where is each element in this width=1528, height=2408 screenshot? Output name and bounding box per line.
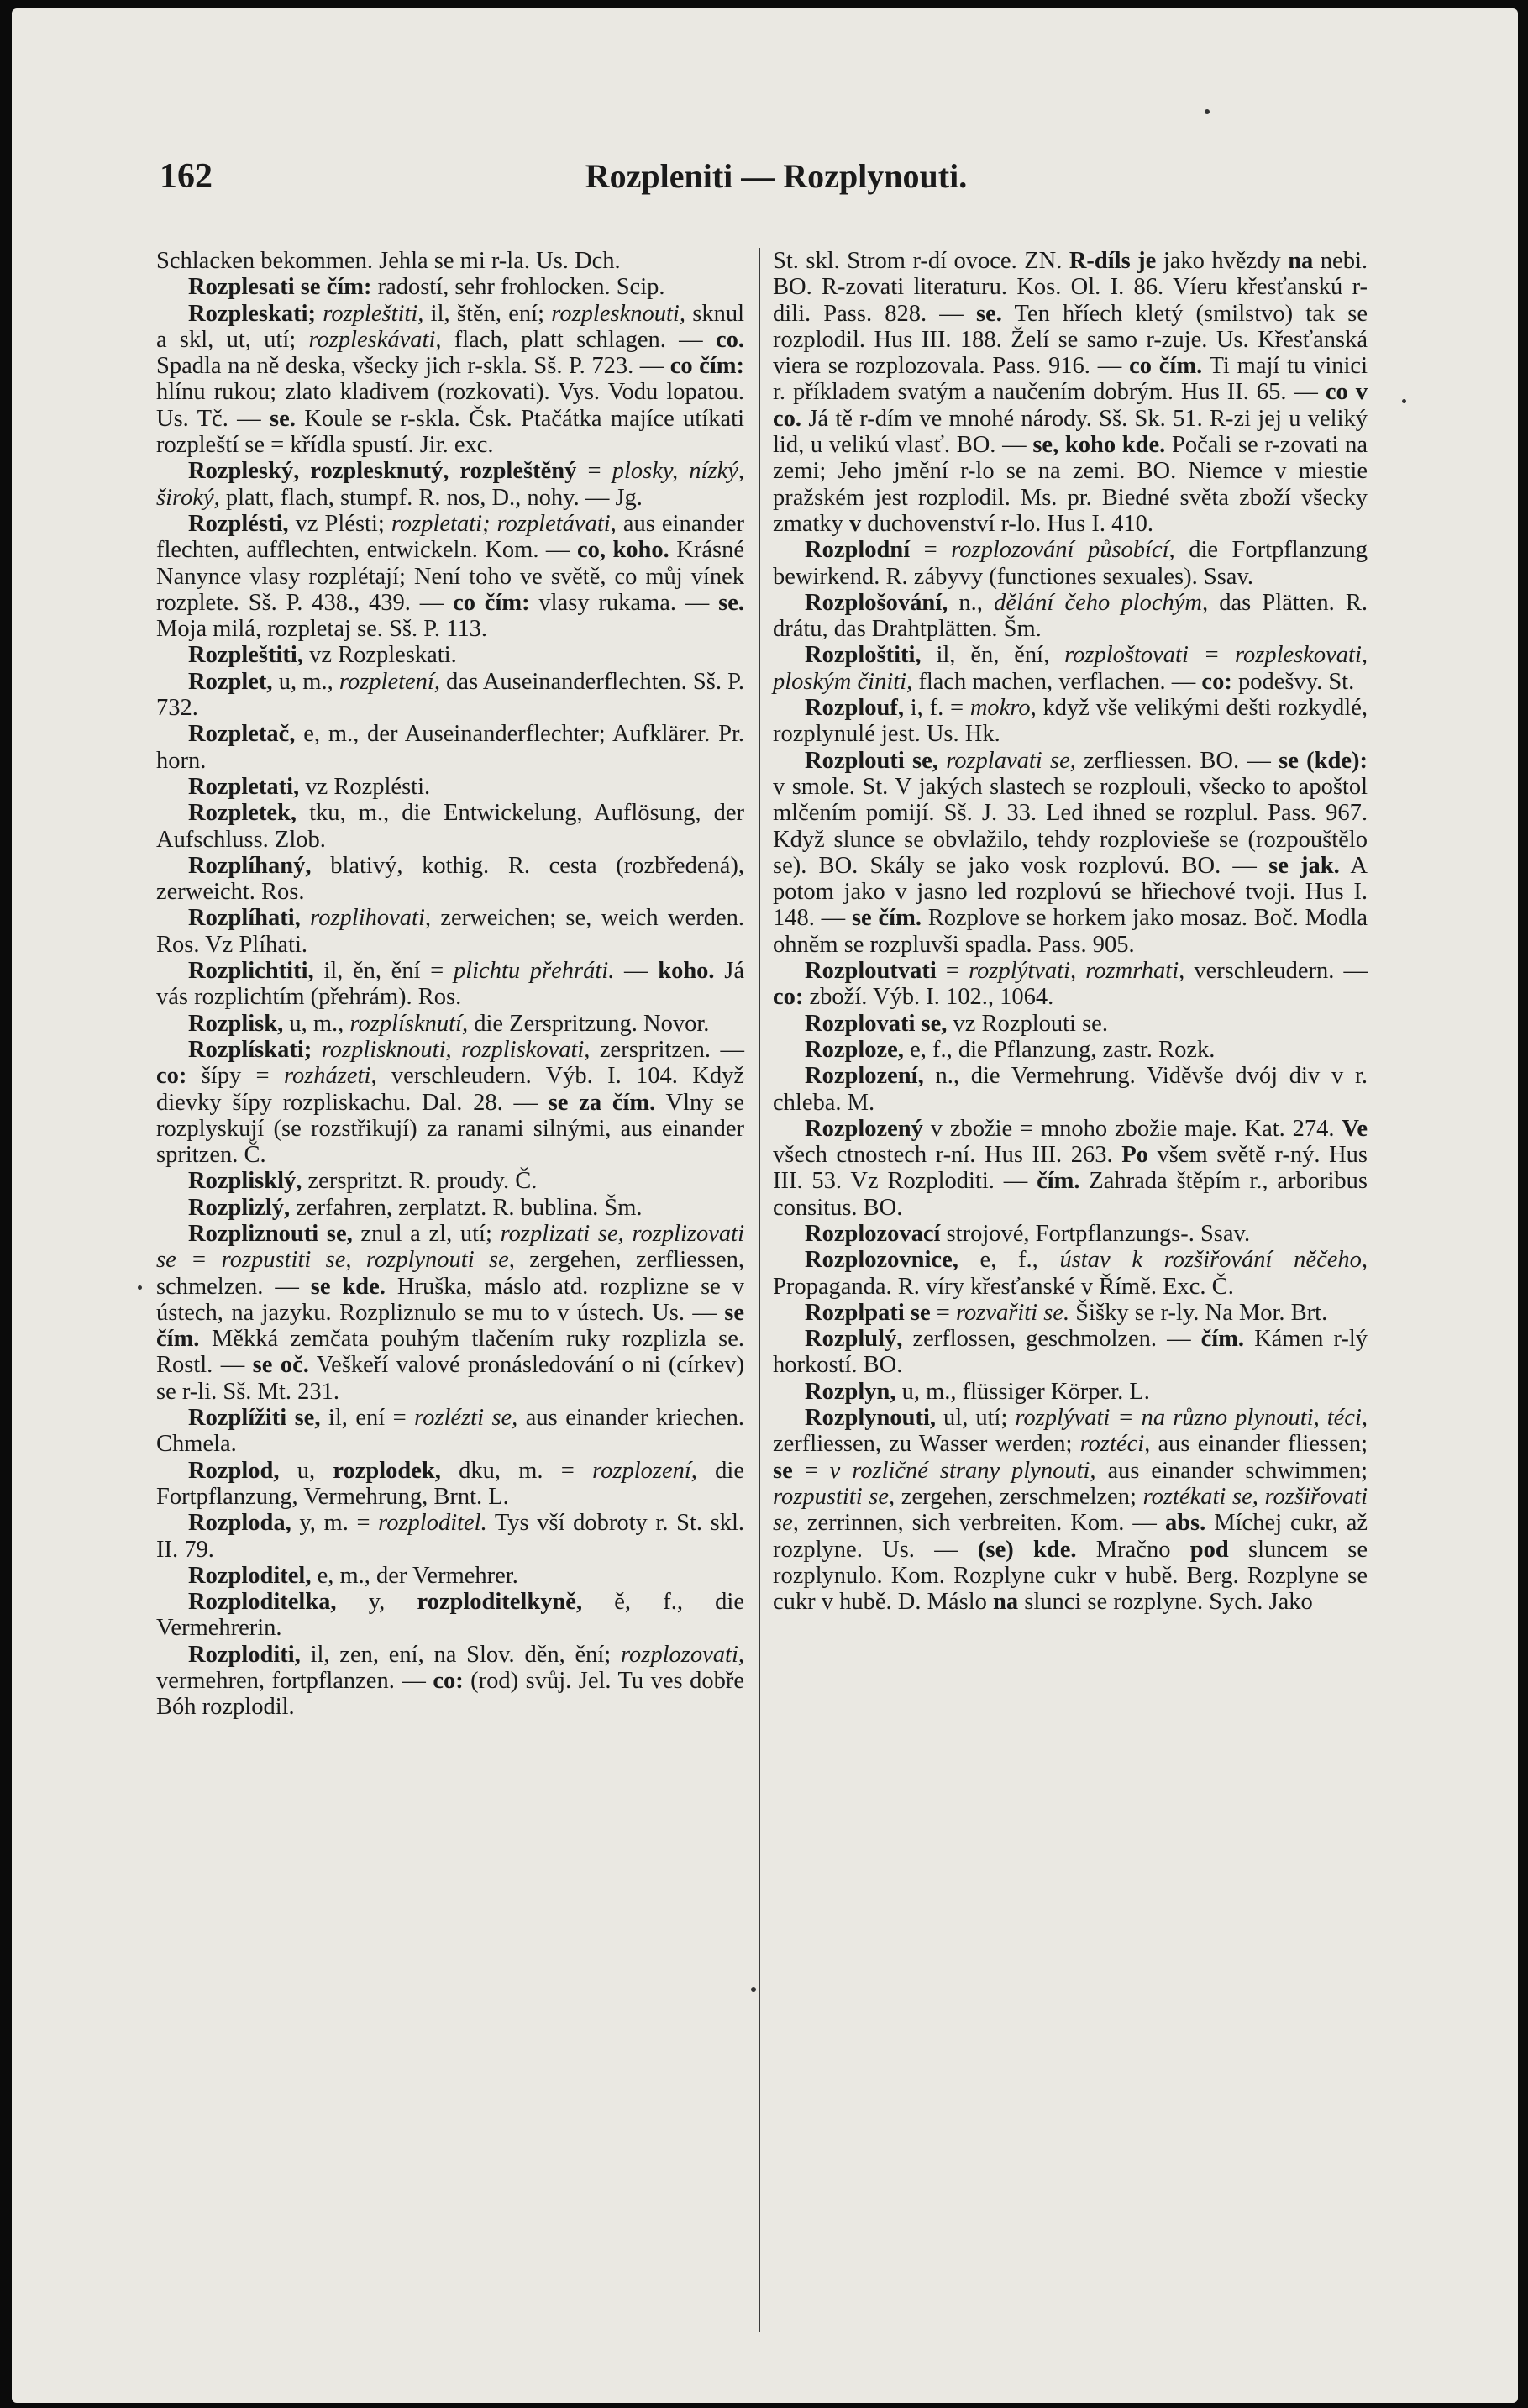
dictionary-entry [156,958,744,1011]
entry-text: = [792,1457,830,1484]
entry-text: Koule se r-skla. Čsk. Ptačátka majíce utíkati rozpleští se = křídla spustí. Jir. exc. [156,405,745,459]
italic-gloss: mokro, [969,695,1037,722]
entry-text: vz Rozpleskati. [302,642,457,669]
dictionary-entry [156,1195,744,1221]
italic-gloss: rozpletení, [339,668,440,695]
headword: Rozplésti, [188,510,289,537]
headword: Rozplesati se čím: [188,274,372,301]
entry-text: aus einander kriechen. Chmela. [156,1405,744,1458]
headword: co: [773,984,804,1011]
entry-text: das Plätten. R. drátu, das Drahtplätten. Šm. [773,589,1368,643]
entry-text: die Fortpflanzung bewirkend. R. zábyvy (functiones sexuales). Ssav. [773,537,1368,590]
entry-text: il, ěn, ění, [921,642,1065,669]
entry-text: vermehren, fortpflanzen. — [156,1668,433,1695]
headword: se jak. [1268,852,1340,879]
headword: Rozpleštiti, [188,642,303,669]
dictionary-entry [156,669,744,722]
italic-gloss: rozpleskávati, [308,326,442,353]
scanned-page [12,8,1518,2403]
headword: Rozplíhaný, [188,852,312,879]
entry-text: die Fortpflanzung, Vermehrung, Brnt. L. [156,1457,744,1510]
dictionary-entry [156,301,744,459]
dictionary-entry [773,1379,1368,1405]
entry-text: znul a zl, utí; [352,1220,501,1247]
scan-speck [1205,109,1210,114]
running-title: Rozpleniti — Rozplynouti. [585,157,968,195]
dictionary-entry [773,1405,1368,1615]
headword: co: [433,1668,464,1695]
italic-gloss: rozplihovati, [310,905,431,932]
italic-gloss: rozploštovati = rozpleskovati, ploským činiti, [773,642,1368,695]
scan-speck [1402,399,1406,403]
dictionary-entry [156,1563,744,1589]
headword: na [1288,248,1314,274]
dictionary-entry [773,1247,1368,1300]
entry-text: všem světě r-ný. Hus III. 53. Vz Rozploditi. — [773,1142,1368,1195]
headword: se čím. [851,905,922,932]
headword: Rozplozovací [805,1220,941,1247]
entry-text: Ten hříech kletý (smilstvo) tak se rozplodil. Hus III. 188. Želí se samo r-zuje. Us. Křesťanská viera se rozplozovala. Pass. 916. — [773,300,1368,380]
entry-text: Rozplove se horkem jako mosaz. Boč. Modla ohněm se rozpluvši spadla. Pass. 905. [773,905,1368,958]
dictionary-entry [773,248,1368,537]
entry-text: Moja milá, rozpletaj se. Sš. P. 113. [156,616,487,643]
italic-gloss: rozplavati se, [946,747,1076,774]
dictionary-entry [156,1405,744,1458]
entry-text: nebi. BO. R-zovati literaturu. Kos. Ol. I. 86. Víeru křesťanskú r-dili. Pass. 828. — [773,248,1368,327]
italic-gloss: rozplývati = na různo plynouti, téci, [1015,1405,1368,1432]
entry-text: zerweichen; se, weich werden. Ros. Vz Plíhati. [156,905,744,958]
entry-text: vz Rozplésti. [299,773,431,800]
entry-text: die Zerspritzung. Novor. [468,1010,710,1037]
dictionary-entry [773,1221,1368,1247]
headword: se oč. [252,1352,309,1379]
entry-text: slunci se rozplyne. Sych. Jako [1018,1589,1313,1616]
entry-text: e, f., [958,1247,1060,1274]
headword: Rozploditelka, [188,1589,337,1616]
headword: Rozplovati se, [805,1010,948,1037]
entry-text: tku, m., die Entwickelung, Auflösung, der Aufschluss. Zlob. [156,800,744,853]
headword: Rozplozovnice, [805,1247,958,1274]
headword: Rozplíhati, [188,905,301,932]
entry-text: v smole. St. V jakých slastech se rozplouli, všecko to apoštol mlčením pomijí. Sš. J. 33. Led ihned se rozplul. Pass. 967. Když slunce se obvlažilo, tehdy rozplovieše se (rozpouštělo se). BO. Skály se jako vosk rozplovú. BO. — [773,773,1368,879]
entry-text: Tys vší dobroty r. St. skl. II. 79. [156,1510,745,1563]
entry-text: zerfliessen. BO. — [1075,747,1279,774]
entry-text: zerspritzt. R. proudy. Č. [302,1168,538,1195]
entry-text: všech ctnostech r-ní. Hus III. 263. [773,1142,1122,1169]
headword: čím. [1200,1326,1245,1353]
entry-text: zergehen, zerschmelzen; [895,1483,1143,1510]
entry-text: Vlny se rozplyskují (se rozstřikují) za ranami silnými, aus einander spritzen. Č. [156,1089,744,1169]
entry-text: (rod) svůj. Jel. Tu ves dobře Bóh rozplodil. [156,1668,745,1721]
dictionary-entry [156,642,744,668]
entry-text: verschleudern. — [1184,958,1368,985]
headword: Rozplynouti, [805,1405,936,1432]
entry-text: Míchej cukr, až rozplyne. Us. — [773,1510,1368,1563]
headword: co. [715,326,744,353]
headword: Rozpletač, [188,721,296,748]
italic-gloss: rozvařiti se. [955,1299,1070,1326]
entry-text: aus einander flechten, aufflechten, entwickeln. Kom. — [156,510,744,564]
entry-text: zerrinnen, sich verbreiten. Kom. — [798,1510,1165,1537]
headword: co: [156,1063,187,1090]
dictionary-entry [773,642,1368,695]
entry-text: i, f. = [903,695,970,722]
headword: Rozplizlý, [188,1194,291,1221]
dictionary-entry [156,1510,744,1563]
dictionary-entry [156,800,744,853]
entry-text: u, m., [272,668,339,695]
italic-gloss: rozplozování působící, [951,537,1175,564]
dictionary-entry [156,1221,744,1405]
entry-text: zerflossen, geschmolzen. — [902,1326,1201,1353]
italic-gloss: v rozličné strany plynouti, [829,1457,1096,1484]
entry-text: il, ení = [320,1405,415,1432]
dictionary-entry [156,274,744,300]
headword: Rozpleský, rozplesknutý, rozpleštěný [188,458,577,485]
headword: Rozploutvati [805,958,937,985]
entry-text: Mračno [1076,1536,1190,1563]
entry-text: zerfliessen, zu Wasser werden; [773,1431,1080,1458]
headword: Rozplisklý, [188,1168,302,1195]
italic-gloss: rozplození, [592,1457,697,1484]
entry-text [938,748,946,774]
headword: Rozpletati, [188,773,300,800]
italic-gloss: rozplísknutí, [349,1010,469,1037]
headword: Rozplichtiti, [188,958,314,985]
entry-text: zerfahren, zerplatzt. R. bublina. Šm. [290,1194,643,1221]
entry-text: strojové, Fortpflanzungs-. Ssav. [940,1220,1251,1247]
italic-gloss: dělání čeho plochým, [994,589,1209,616]
entry-text: flach, platt schlagen. — [441,326,716,353]
entry-text: verschleudern. Výb. I. 104. Když dievky šípy rozpliskachu. Dal. 28. — [156,1063,744,1116]
right-column [773,248,1368,1615]
headword: Rozplulý, [805,1326,903,1353]
headword: Rozpletek, [188,800,297,827]
headword: Ve [1342,1115,1368,1142]
entry-text: il, zen, ení, na Slov. děn, ění; [300,1641,621,1668]
entry-text: = [576,458,612,485]
headword: co, koho. [576,537,669,564]
entry-text: = [910,537,952,564]
dictionary-entry [156,1168,744,1194]
entry-text [301,905,310,931]
headword: Rozploda, [188,1510,291,1537]
headword: Rozplížiti se, [188,1405,321,1432]
italic-gloss: rozplýtvati, rozmrhati, [969,958,1185,985]
italic-gloss: rozplisknouti, rozpliskovati, [321,1036,591,1063]
italic-gloss: rozpustiti se, [773,1483,895,1510]
italic-gloss: plichtu přehráti. [453,958,615,985]
entry-text: A potom jako v jasno led rozplovú se hřiechové tvoji. Hus I. 148. — [773,852,1368,932]
headword: co čím. [1129,353,1203,380]
italic-gloss: rozplizati se, rozplizovati se = rozpustiti se, rozplynouti se, [156,1220,744,1274]
headword: co čím: [453,589,530,616]
headword: Rozplyn, [805,1378,896,1405]
entry-text: vz Plésti; [288,510,391,537]
headword: se. [270,405,296,432]
entry-text: e, m., der Vermehrer. [311,1562,518,1589]
entry-text: il, štěn, ení; [423,300,552,327]
headword: pod [1189,1536,1229,1563]
headword: se kde. [310,1273,386,1300]
entry-text: Měkká zemčata pouhým tlačením ruky rozplizla se. Rostl. — [156,1326,744,1379]
headword: Rozplozený [805,1115,923,1142]
headword: Rozpliznouti se, [188,1220,353,1247]
dictionary-entry [773,1116,1368,1221]
italic-gloss: rozpleštiti, [323,300,424,327]
headword: se. [975,300,1002,327]
headword: abs. [1164,1510,1206,1537]
headword: Rozplodní [805,537,911,564]
entry-text: ě, f., die Vermehrerin. [156,1589,744,1642]
entry-text: radostí, sehr frohlocken. Scip. [371,274,665,301]
entry-text: podešvy. St. [1231,668,1355,695]
entry-text: sknul a skl, ut, utí; [156,300,745,353]
headword: rozplodek, [333,1457,441,1484]
entry-text: Hruška, máslo atd. rozplizne se v ústech, na jazyku. Rozpliznulo se mu to v ústech. Us. — [156,1273,745,1326]
entry-text: n., [948,589,995,616]
dictionary-entry [773,695,1368,748]
entry-text: šípy = [186,1063,284,1090]
entry-text: dku, m. = [440,1457,593,1484]
headword: (se) kde. [978,1536,1077,1563]
headword: Rozplození, [805,1063,924,1090]
dictionary-entry [156,905,744,958]
italic-gloss: rozpletati; rozpletávati, [391,510,617,537]
headword: Rozplouf, [805,695,904,722]
entry-text: n., die Vermehrung. Viděvše dvój div v r. chleba. M. [773,1063,1368,1116]
entry-text: u, [279,1457,333,1484]
dictionary-entry [773,590,1368,643]
entry-text: Propaganda. R. víry křesťanské v Římě. Exc. Č. [773,1273,1234,1300]
entry-text: jako hvězdy [1156,248,1289,274]
italic-gloss: rozházeti, [283,1063,377,1090]
headword: Rozplpati se [805,1299,931,1326]
headword: se (kde): [1279,747,1368,774]
italic-gloss: ústav k rozšiřování něčeho, [1059,1247,1368,1274]
dictionary-entry [773,748,1368,958]
entry-text: Zahrada štěpím r., arboribus consitus. BO. [773,1168,1368,1221]
dictionary-entry [156,1011,744,1037]
dictionary-entry [773,537,1368,590]
entry-text: Ti mají tu vinici r. příkladem svatým a naučením dobrým. Hus II. 65. — [773,353,1368,406]
headword: Rozplošování, [805,589,948,616]
entry-text: Spadla na ně deska, všecky jich r-skla. Sš. P. 723. — [156,353,670,380]
dictionary-entry [773,1037,1368,1063]
headword: na [993,1589,1019,1616]
headword: Rozplod, [188,1457,280,1484]
headword: R-díls je [1069,248,1157,274]
headword: co čím: [669,353,744,380]
entry-text: Schlacken bekommen. Jehla se mi r-la. Us. Dch. [156,248,621,274]
headword: se, koho kde. [1032,432,1166,459]
column-divider [759,248,760,2332]
entry-text: Krásné Nanynce vlasy rozplétají; Není toho ve světě, co můj vínek rozplete. Sš. P. 438., 439. — [156,537,744,616]
dictionary-entry [156,853,744,906]
entry-text: = [936,958,969,985]
dictionary-entry [773,1063,1368,1116]
dictionary-entry [773,1300,1368,1326]
headword: se. [718,589,744,616]
scan-speck [751,1987,756,1992]
entry-text: il, ěn, ění = [313,958,454,985]
headword: Rozplet, [188,668,273,695]
entry-text: — [614,958,659,985]
dictionary-entry [156,774,744,800]
dictionary-entry [773,958,1368,1011]
entry-text: když vše velikými dešti rozkydlé, rozplynulé jest. Us. Hk. [773,695,1368,748]
headword: co: [1201,668,1232,695]
dictionary-entry [773,1011,1368,1037]
italic-gloss: rozlézti se, [414,1405,518,1432]
entry-text: platt, flach, stumpf. R. nos, D., nohy. — Jg. [219,484,643,511]
dictionary-entry [773,1326,1368,1379]
entry-text: Veškeří valové pronásledování o ni (církev) se r-li. Sš. Mt. 231. [156,1352,745,1405]
entry-text: Šišky se r-ly. Na Mor. Brt. [1069,1299,1328,1326]
entry-text: Počali se r-zovati na zemi; Jeho jmění r-lo se na zemi. BO. Niemce v miestie pražském jest rozplodil. Ms. pr. Biedné světa zboží všecky zmatky [773,432,1368,537]
headword: Rozpleskati; [188,300,316,327]
entry-text: flach machen, verflachen. — [912,668,1202,695]
headword: Rozploditi, [188,1641,301,1668]
entry-text: u, m., [283,1010,350,1037]
dictionary-entry [156,248,744,274]
dictionary-entry [156,1589,744,1642]
entry-text: duchovenství r-lo. Hus I. 410. [861,510,1153,537]
headword: co v co. [773,379,1368,432]
entry-text: blativý, kothig. R. cesta (rozbředená), zerweicht. Ros. [156,852,744,906]
entry-text: = [930,1299,956,1326]
entry-text: u, m., flüssiger Körper. L. [895,1378,1150,1405]
italic-gloss: roztékati se, rozšiřovati se, [773,1483,1368,1537]
headword: se za čím. [548,1089,656,1116]
left-column [156,248,744,1721]
dictionary-entry [156,511,744,642]
entry-text: y, m. = [291,1510,379,1537]
entry-text: e, f., die Pflanzung, zastr. Rozk. [903,1036,1216,1063]
dictionary-entry [156,1458,744,1511]
entry-text: das Auseinanderflechten. Sš. P. 732. [156,668,744,722]
entry-text: zergehen, zerfliessen, schmelzen. — [156,1247,744,1300]
entry-text: zerspritzen. — [590,1036,744,1063]
entry-text: ul, utí; [936,1405,1016,1432]
headword: Rozploštiti, [805,642,922,669]
entry-text: Já tě r-dím ve mnohé národy. Sš. Sk. 51. R-zi jej u veliký lid, u velikú vlasť. BO. — [773,405,1368,459]
headword: Rozplouti se, [805,747,938,774]
dictionary-entry [156,721,744,774]
headword: Rozploditel, [188,1562,312,1589]
entry-text: Já vás rozplichtím (přehrám). Ros. [156,958,744,1011]
italic-gloss: rozploditel. [378,1510,487,1537]
entry-text: y, [336,1589,417,1616]
entry-text: vz Rozplouti se. [947,1010,1108,1037]
scan-speck [138,1285,142,1290]
headword: koho. [658,958,715,985]
headword: rozploditelkyně, [417,1589,583,1616]
page-number: 162 [160,157,213,196]
entry-text: sluncem se rozplynulo. Kom. Rozplyne cukr v hubě. Berg. Rozplyne se cukr v hubě. D. Máslo [773,1536,1368,1616]
headword: Rozplisk, [188,1010,284,1037]
headword: Rozploze, [805,1036,904,1063]
headword: v [849,510,862,537]
dictionary-entry [156,1642,744,1721]
entry-text: v zbožie = mnoho zbožie maje. Kat. 274. [922,1115,1342,1142]
entry-text [312,1037,321,1063]
entry-text: zboží. Výb. I. 102., 1064. [803,984,1054,1011]
italic-gloss: roztéci, [1079,1431,1151,1458]
italic-gloss: rozplesknouti, [551,300,685,327]
headword: Po [1121,1142,1148,1169]
entry-text: e, m., der Auseinanderflechter; Aufklärer. Pr. horn. [156,721,744,774]
page-header [146,156,1406,198]
headword: se [773,1457,793,1484]
entry-text: vlasy rukama. — [529,589,719,616]
entry-text: St. skl. Strom r-dí ovoce. ZN. [773,248,1069,274]
entry-text: hlínu rukou; zlato kladivem (rozkovati). Vys. Vodu lopatou. Us. Tč. — [156,379,744,432]
dictionary-entry [156,1037,744,1168]
dictionary-entry [156,458,744,511]
italic-gloss: rozplozovati, [621,1641,744,1668]
entry-text: Kámen r-lý horkostí. BO. [773,1326,1368,1379]
entry-text: aus einander fliessen; [1150,1431,1368,1458]
headword: čím. [1037,1168,1080,1195]
headword: Rozplískati; [188,1036,312,1063]
italic-gloss: plosky, nízký, široký, [156,458,744,511]
headword: se čím. [156,1299,744,1353]
entry-text: aus einander schwimmen; [1095,1457,1368,1484]
